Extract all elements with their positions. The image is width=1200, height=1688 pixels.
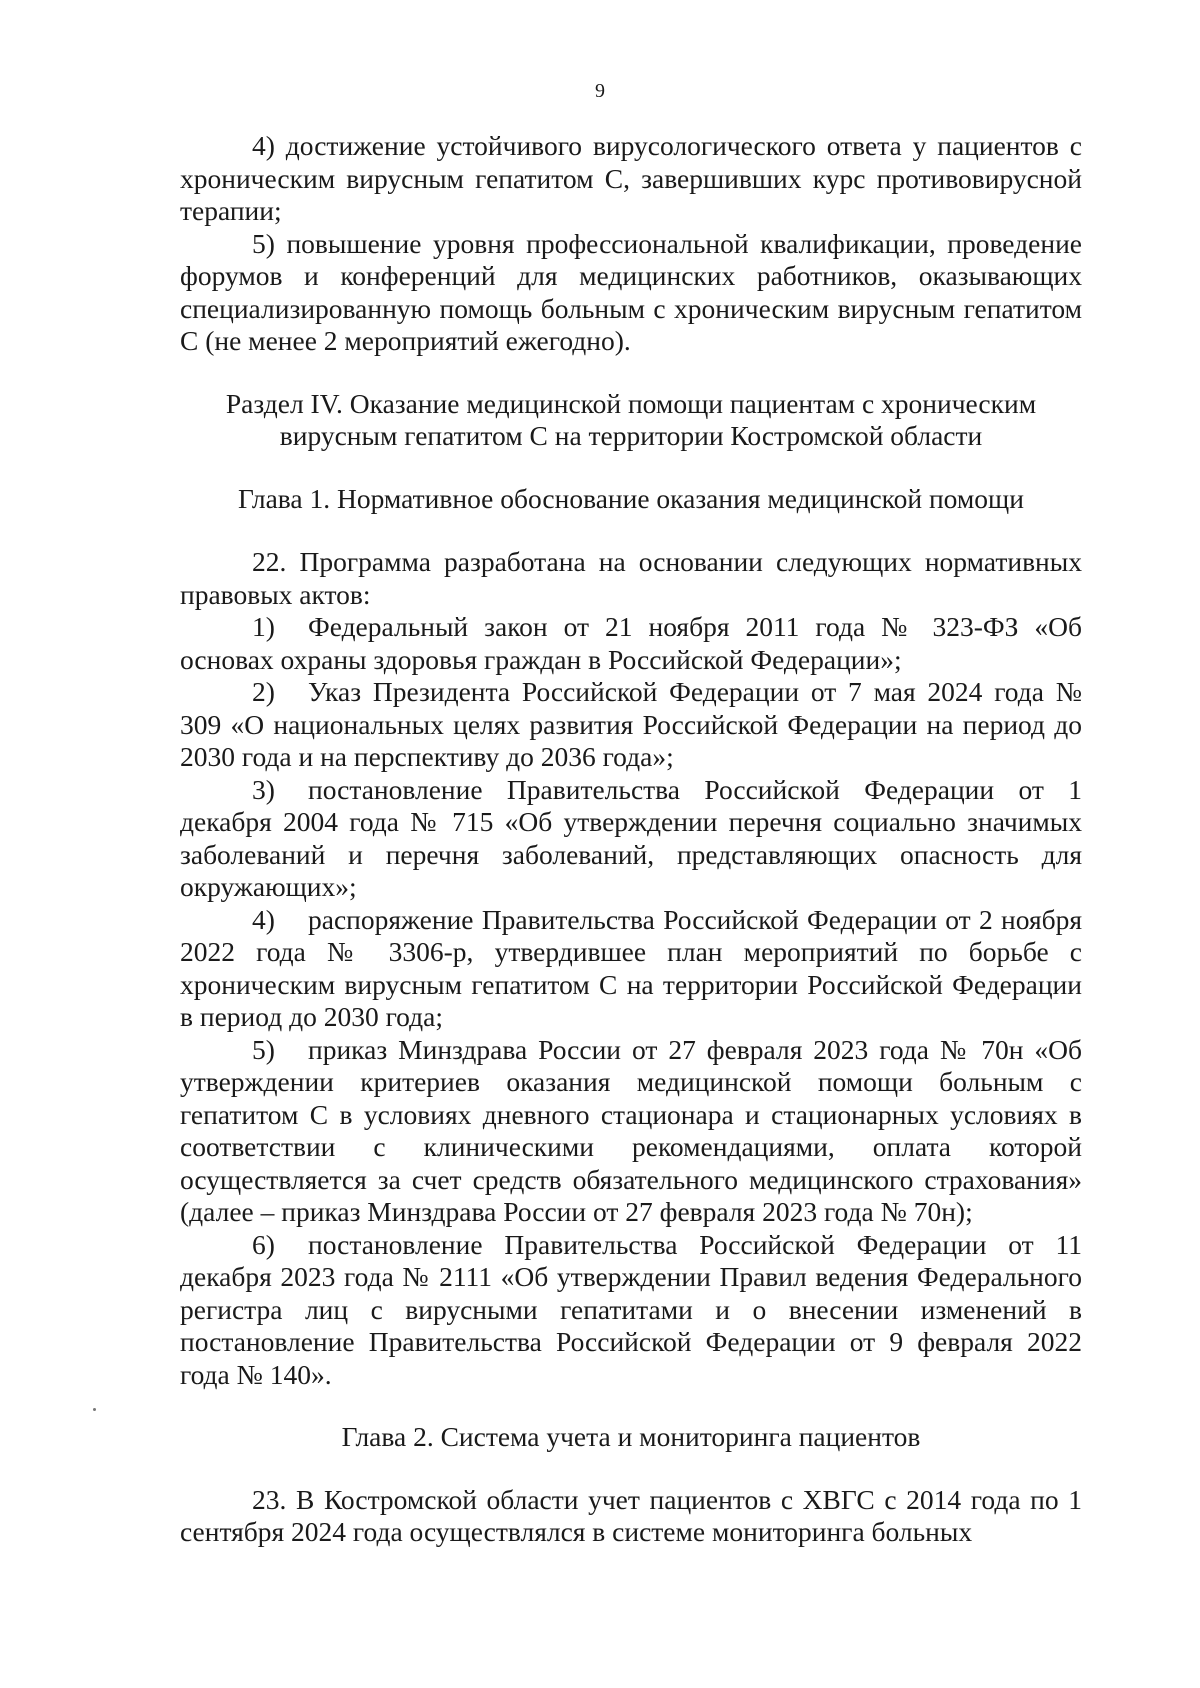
legal-act-number: 6): [252, 1228, 275, 1260]
intro-item-5: 5) повышение уровня профессиональной квалификации, проведение форумов и конференций для медицинских работников, оказывающих специализированную помощь больным с хроническим вирусным гепатитом С (не менее 2 мероприятий ежегодно).: [180, 227, 1082, 356]
legal-act-item: [180, 1229, 1082, 1392]
chapter-2-heading: Глава 2. Система учета и мониторинга пациентов: [341, 1421, 921, 1452]
legal-act-text: постановление Правительства Российской Федерации от 1 декабря 2004 года № 715 «Об утверждении перечня социально значимых заболеваний и перечня заболеваний, представляющих опасность для окружающих»;: [180, 773, 1082, 902]
page-number: 9: [595, 80, 605, 102]
intro-item-4: 4) достижение устойчивого вирусологического ответа у пациентов с хроническим вирусным гепатитом С, завершивших курс противовирусной терапии;: [180, 130, 1082, 226]
legal-act-item: [180, 904, 1082, 1034]
legal-act-number: 2): [252, 676, 275, 707]
scan-speck: [93, 1408, 96, 1411]
legal-act-text: приказ Минздрава России от 27 февраля 2023 года № 70н «Об утверждении критериев оказания медицинской помощи больным с гепатитом С в условиях дневного стационара и стационарных условиях в соответствии с клиническими рекомендациями, оплата которой осуществляется за счет средств обязательного медицинского страхования» (далее – приказ Минздрава России от 27 февраля 2023 года № 70н);: [180, 1033, 1082, 1227]
paragraph-22: 22. Программа разработана на основании следующих нормативных правовых актов:: [180, 546, 1082, 610]
chapter-1-heading: Глава 1. Нормативное обоснование оказания медицинской помощи: [238, 482, 1024, 514]
legal-act-text: Федеральный закон от 21 ноября 2011 года № 323-ФЗ «Об основах охраны здоровья граждан в Российской Федерации»;: [180, 611, 1082, 675]
section-heading: Раздел IV. Оказание медицинской помощи пациентам с хроническим вирусным гепатитом С на территории Костромской области: [225, 387, 1037, 451]
legal-act-item: [180, 1034, 1082, 1229]
legal-acts-list: [180, 611, 1082, 1391]
legal-act-number: 5): [252, 1033, 275, 1065]
legal-act-number: 3): [252, 773, 275, 805]
legal-act-text: распоряжение Правительства Российской Федерации от 2 ноября 2022 года № 3306-р, утвердившее план мероприятий по борьбе с хроническим вирусным гепатитом С на территории Российской Федерации в период до 2030 года;: [180, 903, 1082, 1032]
legal-act-item: [180, 611, 1082, 676]
document-body: [180, 130, 1082, 1549]
legal-act-number: 4): [252, 903, 275, 935]
legal-act-number: 1): [252, 611, 275, 642]
legal-act-item: [180, 774, 1082, 904]
legal-act-text: постановление Правительства Российской Федерации от 11 декабря 2023 года № 2111 «Об утверждении Правил ведения Федерального регистра лиц с вирусными гепатитами и о внесении изменений в постановление Правительства Российской Федерации от 9 февраля 2022 года № 140».: [180, 1228, 1082, 1390]
legal-act-text: Указ Президента Российской Федерации от 7 мая 2024 года № 309 «О национальных целях развития Российской Федерации на период до 2030 года и на перспективу до 2036 года»;: [180, 676, 1082, 772]
paragraph-23: 23. В Костромской области учет пациентов с ХВГС с 2014 года по 1 сентября 2024 года осуществлялся в системе мониторинга больных: [180, 1483, 1082, 1547]
legal-act-item: [180, 676, 1082, 774]
